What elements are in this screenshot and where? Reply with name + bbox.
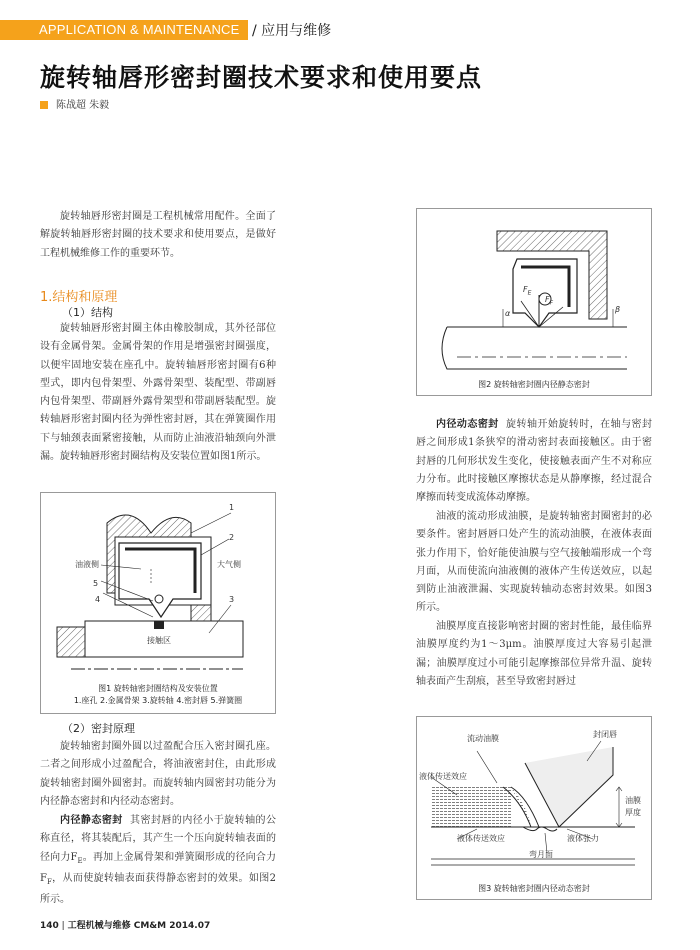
fig2-label-fe-sub: E	[527, 289, 532, 297]
static-seal-lead: 内径静态密封	[60, 815, 123, 826]
fig2-label-beta: β	[615, 305, 621, 314]
fig1-label-2: 2	[229, 533, 235, 542]
author-marker-icon	[40, 101, 48, 109]
figure-2-diagram	[417, 209, 653, 397]
fig3-surface-tension: 液体张力	[567, 834, 599, 843]
fig2-label-ff-sub: F	[549, 299, 554, 307]
fig1-label-1: 1	[229, 503, 235, 512]
static-seal-paragraph	[40, 812, 276, 909]
figure-3-diagram	[417, 717, 653, 901]
static-seal-sub-f: F	[46, 877, 52, 886]
oil-film-paragraph: 油液的流动形成油膜，是旋转轴密封圈密封的必要条件。密封唇唇口处产生的流动油膜，在液体表面张力作用下，恰好能使油膜与空气接触端形成一个弯月面，从而使流向油液侧的液体产生传送效应，以起到防止油液泄漏、实现旋转轴动态密封效果。如图3所示。	[416, 511, 652, 614]
section-divider: /	[252, 23, 257, 39]
fig2-label-fe	[523, 285, 531, 297]
figure-1	[40, 492, 276, 714]
section-band	[0, 20, 248, 40]
intro-paragraph: 旋转轴唇形密封圈是工程机械常用配件。全面了解旋转轴唇形密封圈的技术要求和使用要点，是做好工程机械维修工作的重要环节。	[40, 211, 276, 259]
fig3-liquid-transfer-bottom: 液体传送效应	[457, 834, 505, 843]
fig1-oil-side: 油液侧	[75, 560, 99, 569]
structure-paragraph: 旋转轴唇形密封圈主体由橡胶制成，其外径部位设有金属骨架。金属骨架的作用是增强密封圈强度，以便牢固地安装在座孔中。旋转轴唇形密封圈有6种型式，即内包骨架型、外露骨架型、装配型、带副唇内包骨架型、带副唇外露骨架型和带副唇装配型。旋转轴唇形密封圈内径为弹性密封唇，其在弹簧圈作用下与轴颈表面紧密接触，从而防止油液沿轴颈向外泄漏。旋转轴唇形密封圈结构及安装位置如图1所示。	[40, 323, 276, 463]
fig3-seal-lip: 封闭唇	[593, 730, 617, 739]
fig3-meniscus: 弯月面	[529, 850, 553, 859]
fig3-flow-film: 流动油膜	[467, 734, 499, 743]
fig1-label-3: 3	[229, 595, 235, 604]
film-thickness-paragraph: 油膜厚度直接影响密封圈的密封性能，最佳临界油膜厚度约为1～3μm。油膜厚度过大容易引起泄漏；油膜厚度过小可能引起摩擦部位异常升温、旋转轴表面产生刮痕，甚至导致密封唇过	[416, 621, 652, 687]
footer-separator: |	[61, 921, 65, 931]
figure-2-caption: 图2 旋转轴密封圈内径静态密封	[478, 380, 590, 389]
section-heading-structure: 1.结构和原理	[40, 290, 118, 305]
section-en: APPLICATION & MAINTENANCE	[39, 22, 240, 37]
author-names: 陈战超 朱毅	[56, 100, 110, 111]
dynamic-seal-paragraph	[416, 416, 652, 507]
static-seal-text-a: 其密封唇的内径小于旋转轴的公称直径，将其装配后，其产生一个压向旋转轴表面的径向力F	[40, 815, 277, 863]
fig1-label-4: 4	[95, 595, 101, 604]
section-cn-text: 应用与维修	[261, 23, 332, 39]
subheading-structure: （1）结构	[62, 306, 113, 319]
fig2-label-ff	[545, 295, 553, 307]
fig2-label-alpha: α	[505, 309, 511, 318]
page-number: 140	[40, 921, 59, 931]
fig1-label-5: 5	[93, 579, 99, 588]
fig3-film-thickness: 油膜 厚度	[625, 796, 641, 817]
static-seal-text-c: ，从而使旋转轴表面获得静态密封的效果。如图2所示。	[40, 872, 276, 906]
fig3-liquid-transfer-top: 液体传送效应	[419, 772, 467, 781]
figure-1-diagram	[41, 493, 277, 715]
section-cn	[252, 20, 331, 40]
figure-1-caption: 图1 旋转轴密封圈结构及安装位置	[98, 684, 218, 693]
dynamic-seal-lead: 内径动态密封	[436, 419, 499, 430]
page-footer	[40, 918, 210, 931]
fig1-contact-zone: 接触区	[147, 636, 171, 645]
fig1-air-side: 大气侧	[217, 560, 241, 569]
figure-1-legend: 1.座孔 2.金属骨架 3.旋转轴 4.密封唇 5.弹簧圈	[73, 696, 243, 705]
figure-3	[416, 716, 652, 900]
magazine-info: 工程机械与维修 CM&M 2014.07	[67, 921, 211, 931]
principle-paragraph: 旋转轴密封圈外圆以过盈配合压入密封圈孔座。二者之间形成小过盈配合，将油液密封住，由此形成旋转轴密封圈外圆密封。而旋转轴内圆密封功能分为内径静态密封和内径动态密封。	[40, 741, 276, 807]
dynamic-seal-text: 旋转轴开始旋转时，在轴与密封唇之间形成1条狭窄的滑动密封表面接触区。由于密封唇的几何形状发生变化，使接触表面产生不对称应力分布。此时接触区摩擦状态是从静摩擦，经过混合摩擦而转变成流体动摩擦。	[416, 419, 653, 504]
subheading-principle: （2）密封原理	[62, 722, 135, 735]
article-title: 旋转轴唇形密封圈技术要求和使用要点	[40, 63, 483, 92]
static-seal-sub-e: E	[77, 856, 83, 865]
fig2-label-ff-text: F	[545, 295, 550, 304]
static-seal-text-b: 。再加上金属骨架和弹簧圈形成的径向合力F	[40, 851, 276, 884]
figure-3-caption: 图3 旋转轴密封圈内径动态密封	[478, 884, 590, 893]
fig2-label-fe-text: F	[523, 285, 528, 294]
authors	[40, 96, 109, 111]
figure-2	[416, 208, 652, 396]
